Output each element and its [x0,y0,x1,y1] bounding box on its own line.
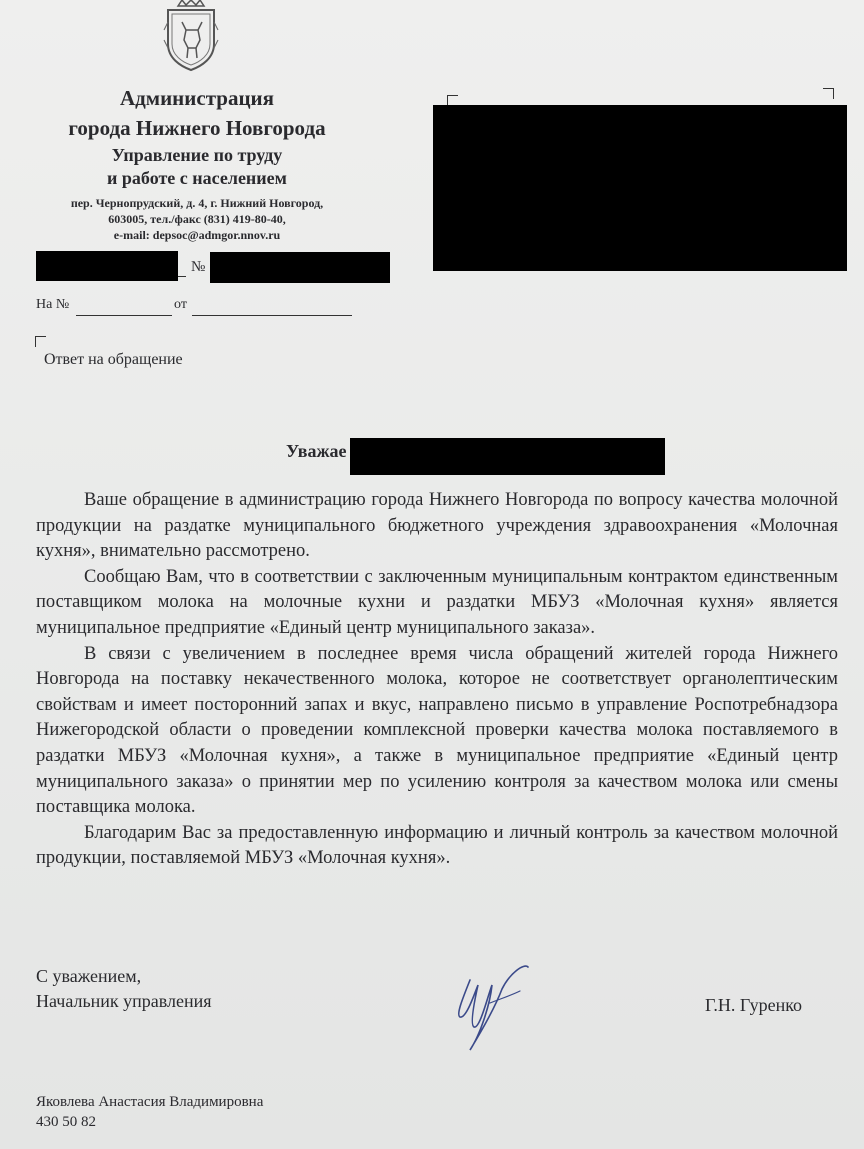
recipient-corner-tr [823,88,834,99]
executor-name: Яковлева Анастасия Владимировна [36,1094,264,1110]
ref-number-line [76,315,172,316]
paragraph: В связи с увеличением в последнее время числа обращений жителей города Нижнего Новгорода на поставку некачественного молока, которое не соответствует органолептическим свойствам и имеет посторонний запах и вкус, направлено письмо в управление Роспотребнадзора Нижегородской области о проведении комплексной проверки качества молока поставляемого в раздатки МБУЗ «Молочная кухня», а также в муниципальное предприятие «Единый центр муниципального заказа» о принятии мер по усилению контроля за качеством молока или смены поставщика молока. [36,643,838,818]
executor-phone: 430 50 82 [36,1114,96,1130]
ref-date-line [192,315,352,316]
ref-prefix: На № [36,297,70,312]
dept-name-line1: Управление по труду [111,145,283,165]
address-line3: e-mail: depsoc@admgor.nnov.ru [113,228,281,242]
closing-regards: С уважением, [36,966,142,986]
paragraph: Ваше обращение в администрацию города Нижнего Новгорода по вопросу качества молочной продукции на раздатке муниципального бюджетного учреждения здравоохранения «Молочная кухня», внимательно рассмотрено. [36,490,838,562]
salutation: Уважае [286,441,347,461]
address-line1: пер. Чернопрудский, д. 4, г. Нижний Новгород, [70,196,324,210]
number-sign: № [191,259,206,275]
dept-name-line2: и работе с населением [107,168,287,188]
subject-corner [35,336,46,347]
subject-line: Ответ на обращение [44,351,183,368]
address-line2: 603005, тел./факс (831) 419-80-40, [108,212,286,226]
letter-body [36,488,838,872]
signatory-name: Г.Н. Гуренко [705,995,803,1015]
coat-of-arms-icon [160,0,222,72]
org-name-line1: Администрация [119,86,275,110]
signatory-position: Начальник управления [36,991,212,1011]
redacted-number [210,252,390,283]
signature-icon [440,955,540,1055]
org-name-line2: города Нижнего Новгорода [68,116,326,140]
paragraph: Сообщаю Вам, что в соответствии с заключенным муниципальным контрактом единственным поставщиком молока на молочные кухни и раздатки МБУЗ «Молочная кухня» является муниципальное предприятие «Единый центр муниципального заказа». [36,566,838,638]
redacted-recipient [433,105,847,271]
redacted-date [36,251,178,281]
redacted-addressee [350,438,665,475]
paragraph: Благодарим Вас за предоставленную информацию и личный контроль за качеством молочной продукции, поставляемой МБУЗ «Молочная кухня». [36,822,838,869]
ref-from: от [174,297,187,312]
